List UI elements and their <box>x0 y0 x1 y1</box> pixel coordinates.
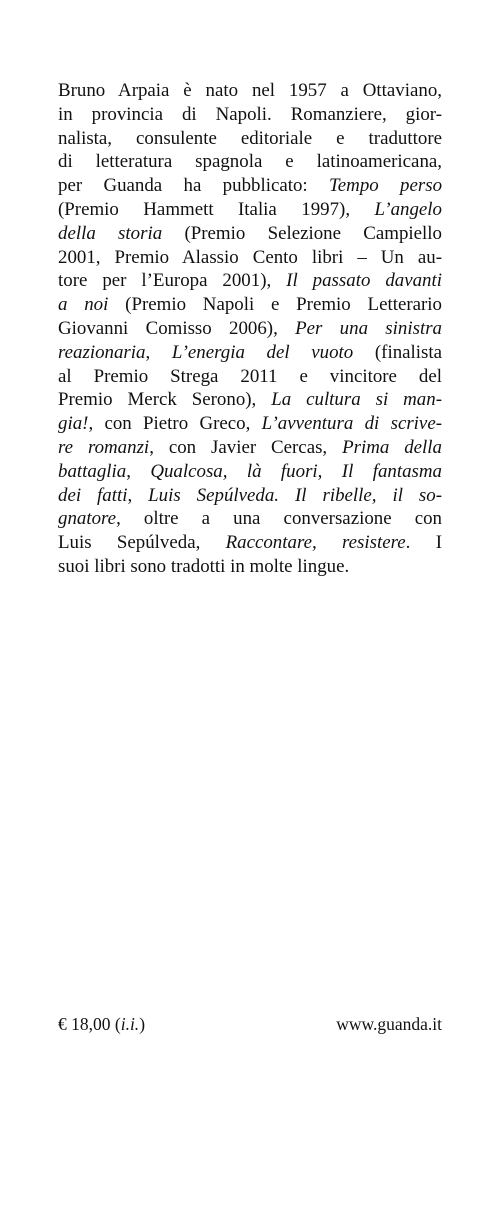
price-label: € 18,00 (i.i.) <box>58 1014 146 1034</box>
bio-line <box>58 198 442 222</box>
bio-text: Giovanni Comisso 2006), <box>58 317 296 339</box>
bio-title-italic: L’energia del vuoto <box>171 341 354 363</box>
footer <box>58 1012 442 1036</box>
bio-title-italic: L’angelo <box>374 198 442 220</box>
bio-text: tore per l’Europa 2001), <box>58 270 287 292</box>
bio-text: , oltre a una conversazione con <box>116 508 442 530</box>
bio-title-italic: Luis Sepúlveda. Il ribelle, il so- <box>148 484 442 506</box>
bio-text: , con Pietro Greco, <box>88 413 262 435</box>
bio-title-italic: re romanzi <box>58 436 150 458</box>
bio-title-italic: Per una sinistra <box>295 317 442 339</box>
bio-line <box>58 127 442 151</box>
bio-line <box>58 103 442 127</box>
bio-title-italic: Prima della <box>342 436 442 458</box>
bio-line <box>58 531 442 555</box>
publisher-website[interactable]: www.guanda.it <box>336 1014 442 1034</box>
bio-text: Bruno Arpaia è nato nel 1957 a Ottaviano, <box>58 80 442 101</box>
bio-text: suoi libri sono tradotti in molte lingue. <box>58 555 350 577</box>
bio-title-italic: Tempo perso <box>329 175 443 197</box>
bio-line <box>58 174 442 198</box>
bio-text: , <box>127 484 149 506</box>
bio-text: nalista, consulente editoriale e traduttore <box>58 127 442 149</box>
bio-text: , <box>145 341 172 363</box>
bio-text: Premio Merck Serono), <box>58 389 272 411</box>
bio-title-italic: dei fatti <box>58 484 128 506</box>
bio-title-italic: gnatore <box>58 508 117 530</box>
bio-line <box>58 341 442 365</box>
bio-text: , con Javier Cercas, <box>149 436 343 458</box>
bio-text: . I <box>405 532 442 554</box>
bio-title-italic: Il fantasma <box>341 460 442 482</box>
bio-title-italic: della storia <box>58 222 163 244</box>
bio-text: per Guanda ha pubblicato: <box>58 175 330 197</box>
bio-title-italic: gia! <box>58 413 89 435</box>
bio-line <box>58 484 442 508</box>
bio-line <box>58 79 442 103</box>
bio-line <box>58 293 442 317</box>
bio-line <box>58 412 442 436</box>
bio-line <box>58 507 442 531</box>
bio-text: in provincia di Napoli. Romanziere, gior- <box>58 103 442 125</box>
bio-text: di letteratura spagnola e latinoamericana, <box>58 151 442 173</box>
bio-title-italic: La cultura si man- <box>271 389 442 411</box>
bio-text: 2001, Premio Alassio Cento libri – Un au- <box>58 246 442 268</box>
bio-line <box>58 150 442 174</box>
bio-title-italic: Raccontare, resistere <box>225 532 406 554</box>
bio-text: (finalista <box>353 341 443 363</box>
bio-line <box>58 222 442 246</box>
bio-title-italic: battaglia <box>58 460 127 482</box>
bio-title-italic: reazionaria <box>58 341 146 363</box>
bio-text: , <box>317 460 342 482</box>
bio-line <box>58 555 442 579</box>
bio-text: (Premio Hammett Italia 1997), <box>58 198 375 220</box>
bio-line <box>58 246 442 270</box>
bio-title-italic: Il passato davanti <box>286 270 442 292</box>
bio-text: Luis Sepúlveda, <box>58 532 226 554</box>
bio-line <box>58 365 442 389</box>
bio-line <box>58 460 442 484</box>
bio-line <box>58 317 442 341</box>
bio-line <box>58 269 442 293</box>
bio-text: , <box>126 460 151 482</box>
bio-text: (Premio Napoli e Premio Letterario <box>108 294 442 316</box>
bio-line <box>58 388 442 412</box>
author-biography <box>58 79 442 579</box>
bio-text: al Premio Strega 2011 e vincitore del <box>58 365 442 387</box>
bio-title-italic: L’avventura di scrive- <box>261 413 442 435</box>
bio-line <box>58 436 442 460</box>
bio-title-italic: a noi <box>58 294 109 316</box>
bio-text: (Premio Selezione Campiello <box>162 222 442 244</box>
bio-title-italic: Qualcosa, là fuori <box>150 460 318 482</box>
